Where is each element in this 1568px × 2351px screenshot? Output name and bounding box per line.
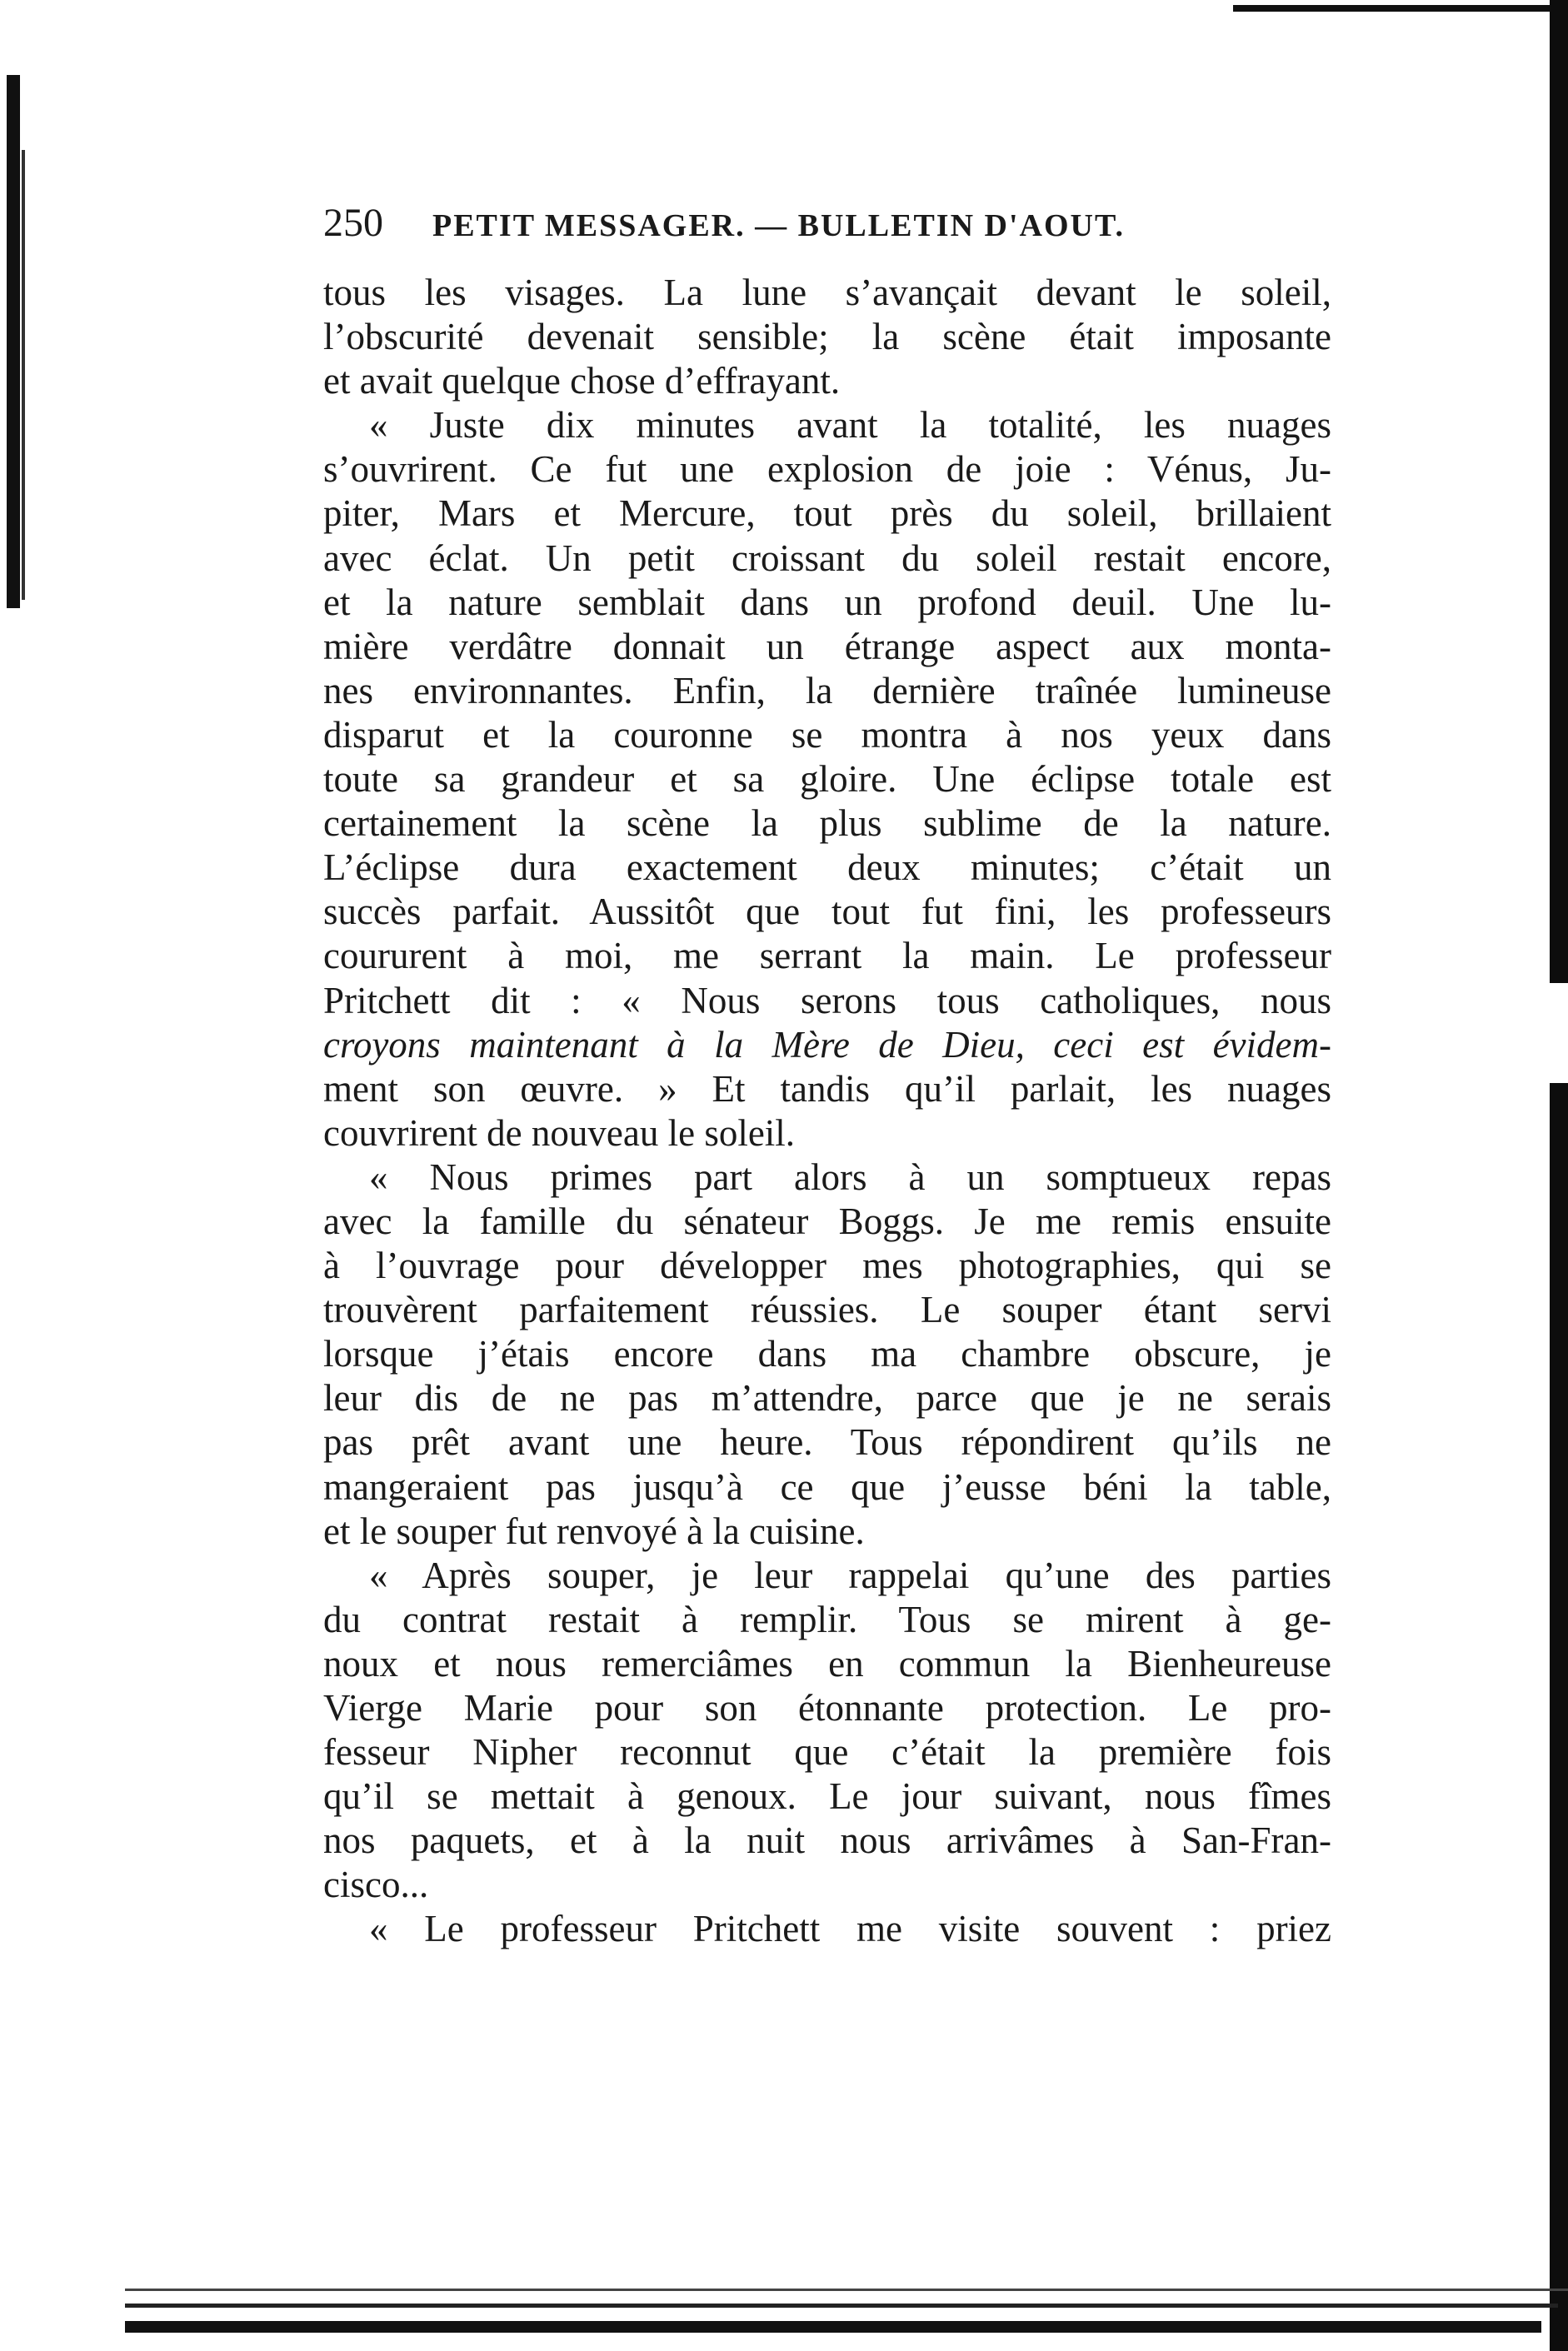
- running-head-title: PETIT MESSAGER. — BULLETIN D'AOUT.: [432, 208, 1125, 243]
- text-line: L’éclipse dura exactement deux minutes; c’était un: [323, 846, 1331, 889]
- text-line: tous les visages. La lune s’avançait devant le soleil,: [323, 272, 1331, 313]
- text-line: nes environnantes. Enfin, la dernière traînée lumineuse: [323, 669, 1331, 711]
- text-line: mangeraient pas jusqu’à ce que j’eusse béni la table,: [323, 1465, 1331, 1508]
- text-line: disparut et la couronne se montra à nos yeux dans: [323, 713, 1331, 756]
- text-line: trouvèrent parfaitement réussies. Le souper étant servi: [323, 1289, 1331, 1331]
- text-line: « Le professeur Pritchett me visite souvent : priez: [369, 1908, 1331, 1950]
- text-line: nos paquets, et à la nuit nous arrivâmes à San-Fran-: [323, 1819, 1331, 1862]
- text-line: pas prêt avant une heure. Tous répondirent qu’ils ne: [323, 1421, 1331, 1464]
- scan-edge-right-gap: [1550, 983, 1568, 1083]
- text-line: « Juste dix minutes avant la totalité, les nuages: [369, 404, 1331, 447]
- text-line: à l’ouvrage pour développer mes photographies, qui se: [323, 1245, 1331, 1287]
- text-line: mière verdâtre donnait un étrange aspect aux monta-: [323, 625, 1331, 667]
- text-line: piter, Mars et Mercure, tout près du soleil, brillaient: [323, 492, 1331, 535]
- body-text: [323, 271, 1331, 1952]
- text-line: croyons maintenant à la Mère de Dieu, ceci est évidem-: [323, 1023, 1331, 1066]
- text-line: et la nature semblait dans un profond deuil. Une lu-: [323, 581, 1331, 623]
- scan-bottom-rule-thin: [125, 2289, 1568, 2291]
- text-line: noux et nous remerciâmes en commun la Bienheureuse: [323, 1642, 1331, 1685]
- text-line: coururent à moi, me serrant la main. Le professeur: [323, 935, 1331, 977]
- scan-edge-left-inner: [22, 150, 25, 600]
- text-line: certainement la scène la plus sublime de la nature.: [323, 802, 1331, 845]
- text-line: s’ouvrirent. Ce fut une explosion de joie : Vénus, Ju-: [323, 448, 1331, 491]
- scan-edge-left: [7, 75, 20, 608]
- text-line: qu’il se mettait à genoux. Le jour suivant, nous fîmes: [323, 1775, 1331, 1818]
- text-line: couvrirent de nouveau le soleil.: [323, 1111, 796, 1154]
- text-line: et avait quelque chose d’effrayant.: [323, 360, 841, 402]
- text-line: ment son œuvre. » Et tandis qu’il parlait, les nuages: [323, 1067, 1331, 1110]
- text-line: « Après souper, je leur rappelai qu’une des parties: [369, 1554, 1331, 1596]
- text-line: succès parfait. Aussitôt que tout fut fini, les professeurs: [323, 891, 1331, 933]
- text-line: cisco...: [323, 1864, 429, 1906]
- text-line: « Nous primes part alors à un somptueux repas: [369, 1156, 1331, 1198]
- scan-top-rule: [1233, 5, 1550, 12]
- running-head: [323, 198, 1348, 251]
- text-line: l’obscurité devenait sensible; la scène était imposante: [323, 316, 1331, 358]
- scan-bottom-rule-mid: [125, 2304, 1558, 2308]
- text-line: avec éclat. Un petit croissant du soleil restait encore,: [323, 537, 1331, 579]
- text-line: leur dis de ne pas m’attendre, parce que je ne serais: [323, 1377, 1331, 1420]
- text-line: Pritchett dit : « Nous serons tous catholiques, nous: [323, 979, 1331, 1021]
- text-line: avec la famille du sénateur Boggs. Je me remis ensuite: [323, 1200, 1331, 1242]
- text-line: lorsque j’étais encore dans ma chambre obscure, je: [323, 1333, 1331, 1375]
- page-number: 250: [323, 201, 383, 245]
- text-line: et le souper fut renvoyé à la cuisine.: [323, 1510, 865, 1552]
- scan-edge-right: [1550, 0, 1568, 2351]
- text-line: du contrat restait à remplir. Tous se mirent à ge-: [323, 1598, 1331, 1640]
- text-line: fesseur Nipher reconnut que c’était la première fois: [323, 1731, 1331, 1774]
- text-line: toute sa grandeur et sa gloire. Une éclipse totale est: [323, 758, 1331, 801]
- text-line: Vierge Marie pour son étonnante protection. Le pro-: [323, 1687, 1331, 1729]
- scan-bottom-rule-thick: [125, 2321, 1541, 2333]
